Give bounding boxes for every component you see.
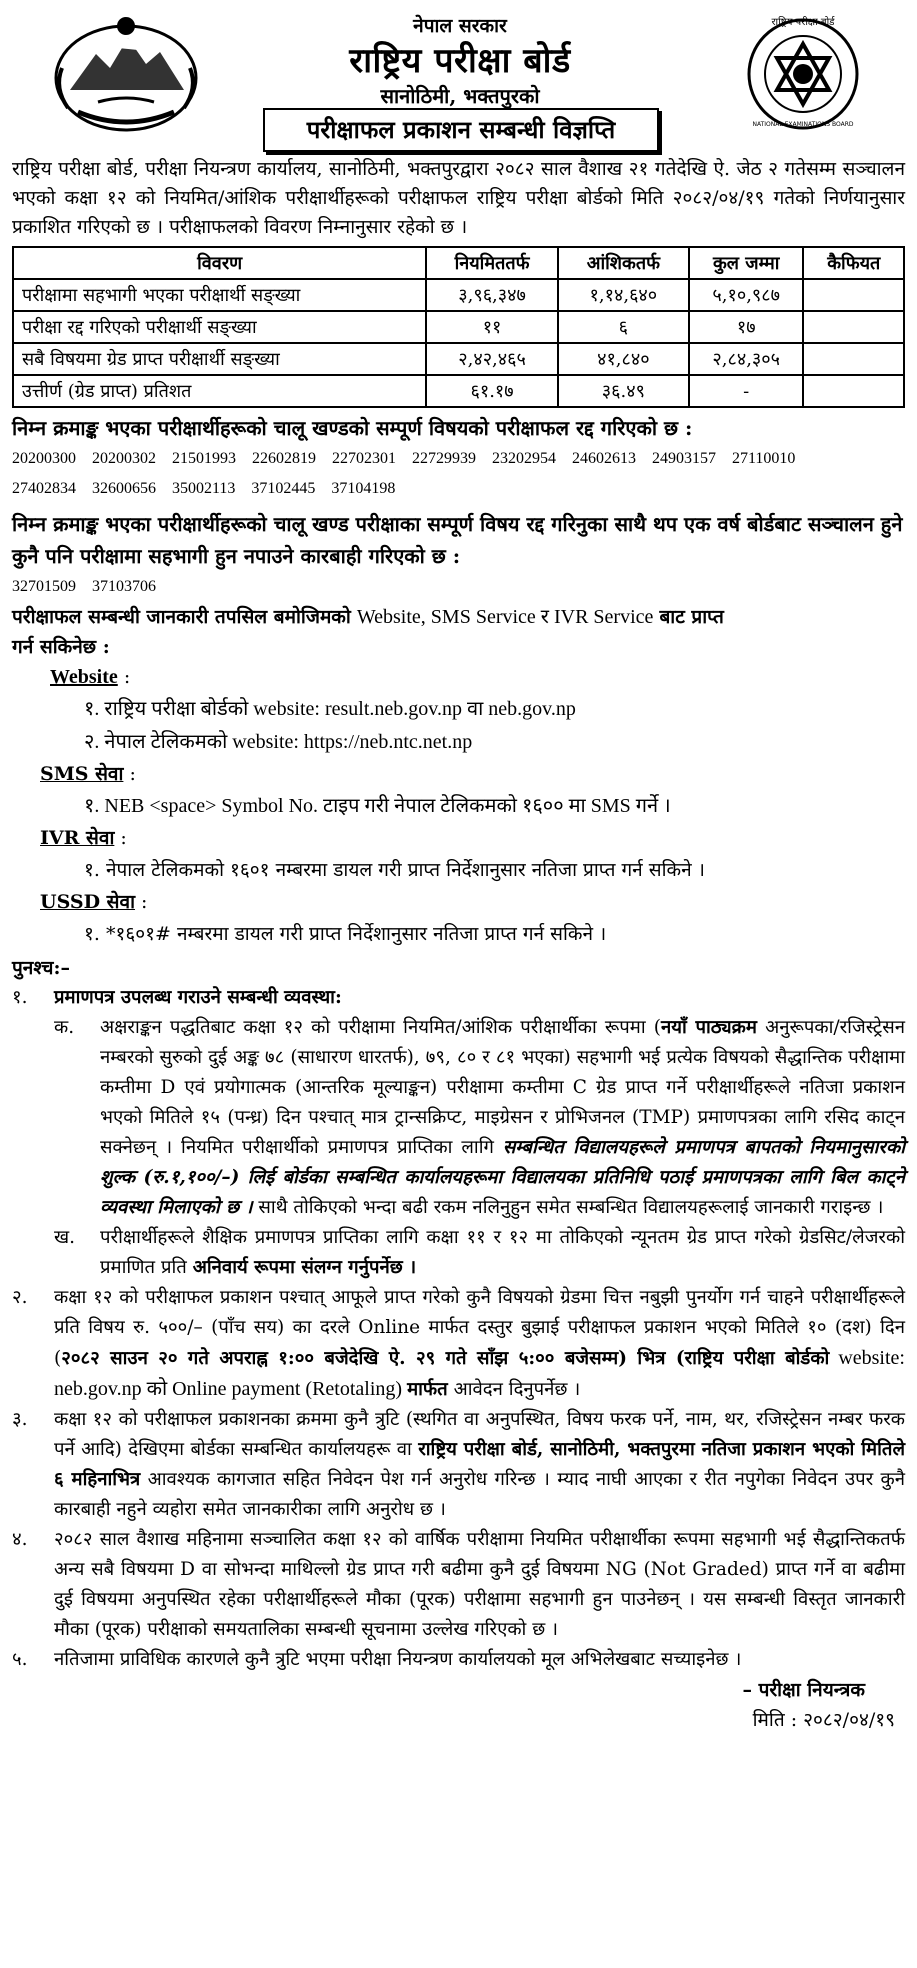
notice-title: परीक्षाफल प्रकाशन सम्बन्धी विज्ञप्ति bbox=[263, 108, 659, 152]
postscript-heading: पुनश्च:– bbox=[12, 957, 70, 979]
point-number: २. bbox=[12, 1287, 28, 1308]
point-4 bbox=[12, 1525, 905, 1645]
table-header: नियमिततर्फ bbox=[426, 247, 557, 279]
table-header-row bbox=[13, 247, 904, 279]
text-run: नतिजामा प्राविधिक कारणले कुनै त्रुटि भएमा परीक्षा नियन्त्रण कार्यालयको मूल अभिलेखबाट सच्याइनेछ । bbox=[54, 1649, 742, 1670]
ussd-label: USSD सेवा bbox=[40, 891, 136, 913]
table-row bbox=[13, 343, 904, 375]
result-stats-table bbox=[12, 246, 905, 408]
text-run: अनिवार्य रूपमा संलग्न गर्नुपर्नेछ । bbox=[192, 1257, 417, 1278]
website-item: १. राष्ट्रिय परीक्षा बोर्डको website: result.neb.gov.np वा neb.gov.np bbox=[84, 698, 576, 720]
notice-body bbox=[12, 155, 905, 1735]
symbol-number: 37103706 bbox=[92, 578, 156, 595]
neb-seal-logo bbox=[738, 10, 868, 132]
table-cell: सबै विषयमा ग्रेड प्राप्त परीक्षार्थी सङ्ख्या bbox=[13, 343, 426, 375]
text-run: कक्षा १२ को परीक्षाफल प्रकाशनका क्रममा कुनै त्रुटि (स्थगित वा अनुपस्थित, विषय फरक पर्ने, नाम, थर, रजिस्ट्रेसन नम्बर फरक पर्ने आदि) देखिएमा बोर्डका सम्बन्धित कार्यालयहरू वा bbox=[54, 1409, 905, 1460]
table-cell bbox=[803, 311, 904, 343]
info-sources-line bbox=[12, 602, 905, 632]
table-header: विवरण bbox=[13, 247, 426, 279]
notice-header bbox=[0, 0, 917, 150]
text-run: राष्ट्रिय परीक्षा बोर्ड, सानोठिमी, भक्तपुरमा नतिजा प्रकाशन भएको मितिले ६ महिनाभित्र bbox=[54, 1439, 905, 1490]
cancelled-symbol-list bbox=[12, 444, 905, 504]
point-1 bbox=[12, 983, 905, 1013]
point-2 bbox=[12, 1283, 905, 1405]
point-number: ५. bbox=[12, 1649, 28, 1670]
info-text: बाट प्राप्त bbox=[659, 606, 724, 628]
table-row bbox=[13, 279, 904, 311]
ivr-label: IVR सेवा bbox=[40, 827, 115, 849]
board-location: सानोठिमी, भक्तपुरको bbox=[380, 84, 540, 108]
symbol-number: 22702301 bbox=[332, 450, 396, 467]
text-run: सम्बन्धित विद्यालयहरूले प्रमाणपत्र बापतको नियमानुसारको शुल्क (रु.१,१००/–) लिई बोर्डका सम्बन्धित कार्यालयहरूमा विद्यालयका प्रतिनिधि पठाई प्रमाणपत्रका लागि बिल काट्ने व्यवस्था मिलाएको छ । bbox=[100, 1137, 905, 1218]
table-header: कैफियत bbox=[803, 247, 904, 279]
text-run: साथै तोकिएको भन्दा बढी रकम नलिनुहुन समेत सम्बन्धित विद्यालयहरूलाई जानकारी गराइन्छ । bbox=[252, 1197, 884, 1218]
text-run: नयाँ पाठ्यक्रम bbox=[661, 1017, 757, 1038]
symbol-number: 22729939 bbox=[412, 450, 476, 467]
government-name: नेपाल सरकार bbox=[413, 15, 507, 37]
info-text: परीक्षाफल सम्बन्धी जानकारी तपसिल बमोजिमको bbox=[12, 606, 351, 628]
table-cell: परीक्षा रद्द गरिएको परीक्षार्थी सङ्ख्या bbox=[13, 311, 426, 343]
table-header: आंशिकतर्फ bbox=[558, 247, 689, 279]
text-run: मार्फत bbox=[407, 1379, 448, 1400]
text-run: २०८२ साल वैशाख महिनामा सञ्चालित कक्षा १२ को वार्षिक परीक्षामा नियमित परीक्षार्थीका रूपमा सहभागी भई सैद्धान्तिकतर्फ अन्य सबै विषयमा D वा सोभन्दा माथिल्लो ग्रेड प्राप्त गरी बढीमा कुनै दुई विषयमा NG (Not Graded) प्राप्त गर्ने वा बढीमा दुई विषयमा अनुपस्थित रहेका परीक्षार्थीहरूले मौका (पूरक) परीक्षामा सहभागी हुन पाउनेछन् । यस सम्बन्धी विस्तृत जानकारी मौका (पूरक) परीक्षाको समयतालिका सम्बन्धी सूचनामा उल्लेख गरिएको छ । bbox=[54, 1529, 905, 1640]
point-number: १. bbox=[12, 987, 28, 1008]
sub-number: ख. bbox=[54, 1227, 76, 1248]
symbol-number: 37104198 bbox=[331, 480, 396, 497]
table-cell: १७ bbox=[689, 311, 804, 343]
banned-heading: निम्न क्रमाङ्क भएका परीक्षार्थीहरूको चालू खण्ड परीक्षाका सम्पूर्ण विषय रद्द गरिनुका साथै थप एक वर्ष बोर्डबाट सञ्चालन हुने कुनै पनि परीक्षामा सहभागी हुन नपाउने कारबाही गरिएको छ : bbox=[12, 512, 903, 568]
point-1-kha bbox=[12, 1223, 905, 1283]
text-run: आवेदन दिनुपर्नेछ । bbox=[447, 1379, 581, 1400]
point-5 bbox=[12, 1645, 905, 1675]
nepal-emblem-logo bbox=[48, 8, 204, 134]
table-row bbox=[13, 311, 904, 343]
seal-bottom-text: NATIONAL EXAMINATIONS BOARD bbox=[752, 121, 854, 128]
point-number: ३. bbox=[12, 1409, 28, 1430]
website-label: Website bbox=[50, 666, 118, 688]
table-row bbox=[13, 375, 904, 407]
table-cell: ६१.१७ bbox=[426, 375, 557, 407]
symbol-number: 37102445 bbox=[251, 480, 316, 497]
symbol-number: 35002113 bbox=[172, 480, 236, 497]
symbol-number: 24602613 bbox=[572, 450, 636, 467]
ussd-section: USSD सेवा : bbox=[40, 891, 148, 913]
ussd-item: १. *१६०१# नम्बरमा डायल गरी प्राप्त निर्देशानुसार नतिजा प्राप्त गर्न सकिने । bbox=[84, 923, 607, 945]
sms-section: SMS सेवा : bbox=[40, 763, 136, 785]
table-cell: १,१४,६४० bbox=[558, 279, 689, 311]
text-run: २०८२ साउन २० गते अपराह्न १:०० बजेदेखि ऐ. २९ गते साँझ ५:०० बजेसम्म bbox=[61, 1348, 619, 1369]
symbol-number: 23202954 bbox=[492, 450, 556, 467]
table-cell: ३,९६,३४७ bbox=[426, 279, 557, 311]
table-cell bbox=[803, 279, 904, 311]
point-3 bbox=[12, 1405, 905, 1525]
sms-item: १. NEB <space> Symbol No. टाइप गरी नेपाल टेलिकमको १६०० मा SMS गर्ने । bbox=[84, 795, 671, 817]
ivr-item: १. नेपाल टेलिकमको १६०१ नम्बरमा डायल गरी प्राप्त निर्देशानुसार नतिजा प्राप्त गर्न सकिने । bbox=[84, 859, 705, 881]
table-header: कुल जम्मा bbox=[689, 247, 804, 279]
symbol-number: 32701509 bbox=[12, 578, 76, 595]
intro-paragraph: राष्ट्रिय परीक्षा बोर्ड, परीक्षा नियन्त्रण कार्यालय, सानोठिमी, भक्तपुरद्वारा २०८२ साल वैशाख २१ गतेदेखि ऐ. जेठ २ गतेसम्म सञ्चालन भएको कक्षा १२ को नियमित/आंशिक परीक्षार्थीहरूको परीक्षाफल राष्ट्रिय परीक्षा बोर्डको मिति २०८२/०४/१९ गतेको निर्णयानुसार प्रकाशित गरिएको छ । परीक्षाफलको विवरण निम्नानुसार रहेको छ । bbox=[12, 158, 905, 238]
table-cell bbox=[803, 343, 904, 375]
board-name: राष्ट्रिय परीक्षा बोर्ड bbox=[349, 41, 571, 81]
table-cell: ३६.४९ bbox=[558, 375, 689, 407]
table-cell: २,८४,३०५ bbox=[689, 343, 804, 375]
cancelled-heading: निम्न क्रमाङ्क भएका परीक्षार्थीहरूको चालू खण्डको सम्पूर्ण विषयको परीक्षाफल रद्द गरिएको छ : bbox=[12, 416, 693, 440]
symbol-number: 24903157 bbox=[652, 450, 716, 467]
point-number: ४. bbox=[12, 1529, 28, 1550]
signature: – परीक्षा नियन्त्रक bbox=[742, 1679, 865, 1701]
symbol-number: 27402834 bbox=[12, 480, 76, 497]
table-cell: ५,१०,९८७ bbox=[689, 279, 804, 311]
symbol-number: 22602819 bbox=[252, 450, 316, 467]
table-cell: ६ bbox=[558, 311, 689, 343]
text-run: कक्षा १२ को परीक्षाफल प्रकाशन पश्चात् आफूले प्राप्त गरेको कुनै विषयको ग्रेडमा चित्त नबुझी पुनर्योग गर्न चाहने परीक्षार्थीहरूले प्रति विषय रु. ५००/– (पाँच सय) का दरले Online मार्फत दस्तुर बुझाई परीक्षाफल प्रकाशन भएको मितिले १० (दश) दिन ( bbox=[54, 1287, 905, 1369]
symbol-number: 32600656 bbox=[92, 480, 156, 497]
symbol-number: 20200300 bbox=[12, 450, 76, 467]
website-item: २. नेपाल टेलिकमको website: https://neb.ntc.net.np bbox=[84, 731, 473, 753]
table-cell: उत्तीर्ण (ग्रेड प्राप्त) प्रतिशत bbox=[13, 375, 426, 407]
text-run: अक्षराङ्कन पद्धतिबाट कक्षा १२ को परीक्षामा नियमित/आंशिक परीक्षार्थीका रूपमा ( bbox=[100, 1017, 661, 1038]
seal-top-text: राष्ट्रिय परीक्षा बोर्ड bbox=[771, 17, 835, 28]
table-cell bbox=[803, 375, 904, 407]
sms-label: SMS सेवा bbox=[40, 763, 124, 785]
notice-date: मिति : २०८२/०४/१९ bbox=[752, 1709, 895, 1731]
text-run: ) भित्र ( bbox=[618, 1348, 685, 1369]
info-services: Website, SMS Service र IVR Service bbox=[356, 606, 654, 628]
symbol-number: 20200302 bbox=[92, 450, 156, 467]
info-text-cont: गर्न सकिनेछ : bbox=[12, 636, 110, 658]
text-run: आवश्यक कागजात सहित निवेदन पेश गर्न अनुरोध गरिन्छ । म्याद नाघी आएका र रीत नपुगेका निवेदन उपर कुनै कारबाही नहुने व्यहोरा समेत जानकारीका लागि अनुरोध छ । bbox=[54, 1469, 905, 1520]
text-run: website: neb.gov.np को Online payment (Retotaling) bbox=[54, 1347, 905, 1400]
table-cell: २,४२,४६५ bbox=[426, 343, 557, 375]
text-run: परीक्षार्थीहरूले शैक्षिक प्रमाणपत्र प्राप्तिका लागि कक्षा ११ र १२ मा तोकिएको न्यूनतम ग्रेड प्राप्त गरेको ग्रेडसिट/लेजरको प्रमाणित प्रति bbox=[100, 1227, 905, 1278]
website-section: Website : bbox=[50, 666, 131, 688]
ivr-section: IVR सेवा : bbox=[40, 827, 127, 849]
table-cell: ४१,८४० bbox=[558, 343, 689, 375]
table-cell: परीक्षामा सहभागी भएका परीक्षार्थी सङ्ख्या bbox=[13, 279, 426, 311]
symbol-number: 27110010 bbox=[732, 450, 796, 467]
point-title: प्रमाणपत्र उपलब्ध गराउने सम्बन्धी व्यवस्था: bbox=[54, 987, 342, 1008]
banned-symbol-list bbox=[12, 572, 905, 602]
table-cell: ११ bbox=[426, 311, 557, 343]
point-1-ka bbox=[12, 1013, 905, 1223]
table-cell: - bbox=[689, 375, 804, 407]
symbol-number: 21501993 bbox=[172, 450, 236, 467]
sub-number: क. bbox=[54, 1017, 75, 1038]
text-run: राष्ट्रिय परीक्षा बोर्डको bbox=[684, 1348, 830, 1369]
text-run: अनुरूपका/रजिस्ट्रेसन नम्बरको सुरुको दुई अङ्क ७८ (साधारण धारतर्फ), ७९, ८० र ८१ भएका) सहभागी भई प्रत्येक विषयको सैद्धान्तिक परीक्षामा कम्तीमा D एवं प्रयोगात्मक (आन्तरिक मूल्याङ्कन) परीक्षामा कम्तीमा C ग्रेड प्राप्त गर्ने परीक्षार्थीहरूले नतिजा प्रकाशन भएको मितिले १५ (पन्ध्र) दिन पश्चात् मात्र ट्रान्सक्रिप्ट, माइग्रेसन र प्रोभिजनल (TMP) प्रमाणपत्रका लागि रसिद काट्न सक्नेछन् । नियमित परीक्षार्थीको प्रमाणपत्र प्राप्तिका लागि bbox=[100, 1017, 905, 1158]
